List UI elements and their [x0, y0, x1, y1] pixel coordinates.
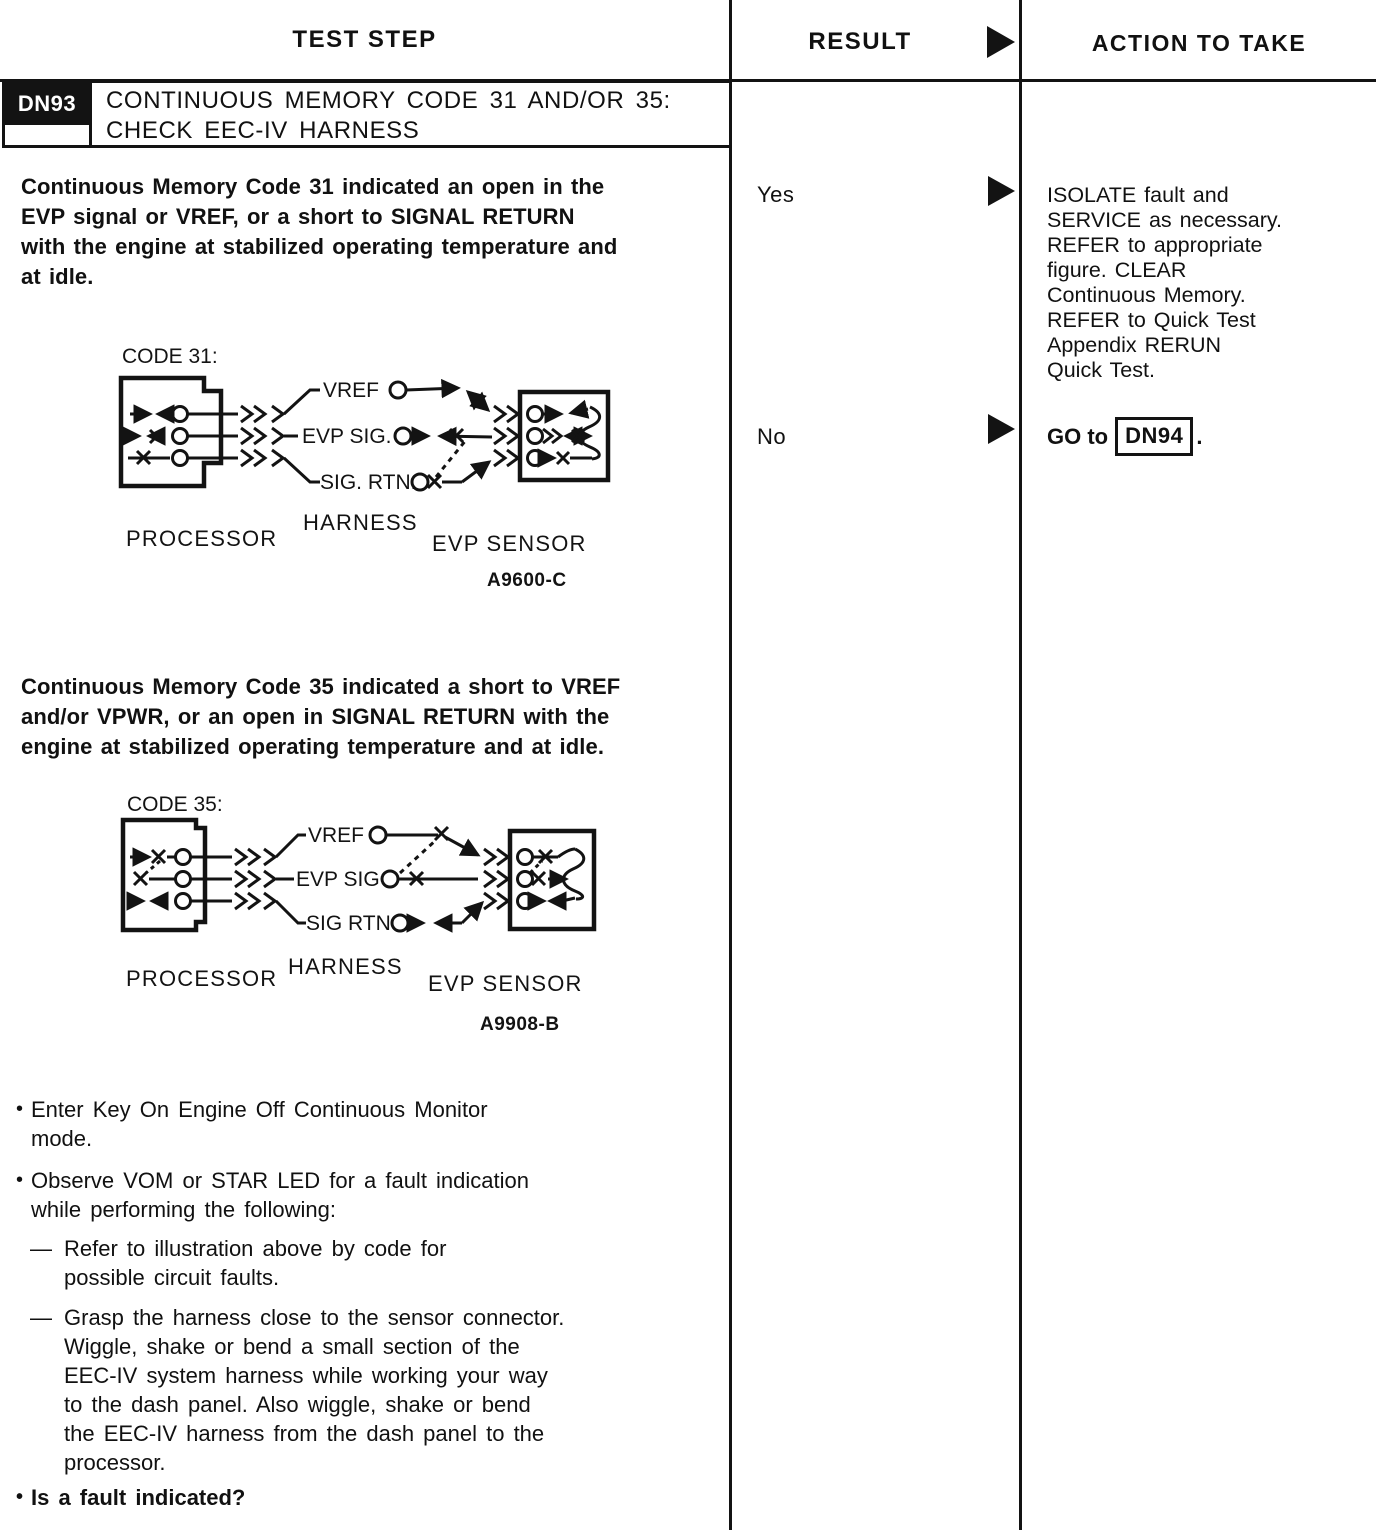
action-no-text: [1047, 417, 1202, 456]
action-line: Continuous Memory.: [1047, 283, 1246, 307]
code35-sensor-label: EVP SENSOR: [428, 971, 583, 996]
bullet-question: [16, 1483, 516, 1512]
bullet-marker: •: [16, 1098, 24, 1120]
code35-wire-evp-label: EVP SIG: [296, 868, 380, 891]
result-no-label: No: [757, 424, 787, 449]
step-title-line2: CHECK EEC-IV HARNESS: [106, 117, 420, 144]
code35-processor-connector: [123, 820, 275, 930]
column-divider-result: [729, 0, 732, 1530]
code31-sensor-connector: [494, 392, 608, 480]
code35-harness-label: HARNESS: [288, 954, 403, 979]
action-line: figure. CLEAR: [1047, 258, 1187, 282]
code35-wire-sigrtn-label: SIG RTN: [306, 912, 391, 935]
result-yes-label: Yes: [757, 182, 795, 207]
test-step-title-row: [2, 80, 732, 148]
bullet-marker: •: [16, 1169, 24, 1191]
action-line: Appendix RERUN: [1047, 333, 1222, 357]
intro-code31-line: at idle.: [21, 264, 94, 289]
bullet-text: Is a fault indicated?: [31, 1485, 246, 1510]
header-test-step: TEST STEP: [292, 26, 437, 53]
bullet-text: Enter Key On Engine Off Continuous Monitor mode.: [31, 1097, 488, 1151]
code31-wire-evp-label: EVP SIG.: [302, 425, 392, 448]
bullet-item: [16, 1095, 521, 1153]
dash-marker: —: [30, 1236, 52, 1261]
step-title-line1: CONTINUOUS MEMORY CODE 31 AND/OR 35:: [106, 87, 671, 114]
intro-code35-line: Continuous Memory Code 35 indicated a short to VREF: [21, 674, 621, 699]
bullet-subitem: [30, 1234, 530, 1292]
intro-code35-line: engine at stabilized operating temperature and at idle.: [21, 734, 605, 759]
code35-wiring-diagram: [95, 782, 655, 1044]
code31-caption: CODE 31:: [122, 345, 218, 368]
code31-sensor-label: EVP SENSOR: [432, 531, 587, 556]
code31-figure-id: A9600-C: [487, 570, 567, 591]
step-reference-dn94: DN94: [1115, 417, 1193, 456]
result-arrow-icon: [988, 414, 1015, 444]
code31-processor-connector: [121, 378, 283, 486]
action-line: Quick Test.: [1047, 358, 1155, 382]
code31-processor-label: PROCESSOR: [126, 526, 278, 551]
bullet-subitem: [30, 1303, 570, 1477]
intro-code35-line: and/or VPWR, or an open in SIGNAL RETURN with the: [21, 704, 610, 729]
header-result: RESULT: [808, 28, 912, 55]
goto-prefix: GO to: [1047, 423, 1109, 449]
code35-processor-label: PROCESSOR: [126, 966, 278, 991]
step-id-cell: [5, 83, 92, 145]
bullet-item: [16, 1166, 576, 1224]
action-line: REFER to appropriate: [1047, 233, 1263, 257]
header-action-to-take: ACTION TO TAKE: [1091, 30, 1307, 56]
action-line: ISOLATE fault and: [1047, 183, 1229, 207]
intro-code31-line: with the engine at stabilized operating temperature and: [21, 234, 618, 259]
code35-figure-id: A9908-B: [480, 1014, 560, 1035]
code31-harness-label: HARNESS: [303, 510, 418, 535]
result-arrow-icon: [988, 176, 1015, 206]
bullet-marker: •: [16, 1486, 24, 1508]
intro-code31: [21, 172, 721, 292]
code31-wire-sigrtn-label: SIG. RTN.: [320, 471, 417, 494]
action-line: SERVICE as necessary.: [1047, 208, 1283, 232]
bullet-text: Refer to illustration above by code for possible circuit faults.: [64, 1236, 447, 1290]
code35-caption: CODE 35:: [127, 793, 223, 816]
action-yes-text: [1047, 183, 1327, 383]
bullet-text: Grasp the harness close to the sensor connector. Wiggle, shake or bend a small section of the EEC-IV system harness while working your way to the dash panel. Also wiggle, shake or bend the EEC-IV harness from the dash panel to the processor.: [64, 1305, 565, 1475]
action-line: REFER to Quick Test: [1047, 308, 1256, 332]
bullet-text: Observe VOM or STAR LED for a fault indication while performing the following:: [31, 1168, 529, 1222]
code31-wiring-diagram: [95, 338, 655, 600]
intro-code31-line: EVP signal or VREF, or a short to SIGNAL RETURN: [21, 204, 575, 229]
dash-marker: —: [30, 1305, 52, 1330]
goto-suffix: .: [1196, 423, 1203, 449]
intro-code35: [21, 672, 731, 762]
code35-sensor-connector: [484, 831, 594, 929]
column-divider-action: [1019, 0, 1022, 1530]
step-title: [92, 83, 671, 145]
header-arrow-icon: [987, 26, 1015, 58]
intro-code31-line: Continuous Memory Code 31 indicated an open in the: [21, 174, 605, 199]
code35-wire-vref-label: VREF: [308, 824, 365, 847]
step-id-badge: DN93: [5, 83, 89, 125]
code31-wire-vref-label: VREF: [323, 379, 380, 402]
